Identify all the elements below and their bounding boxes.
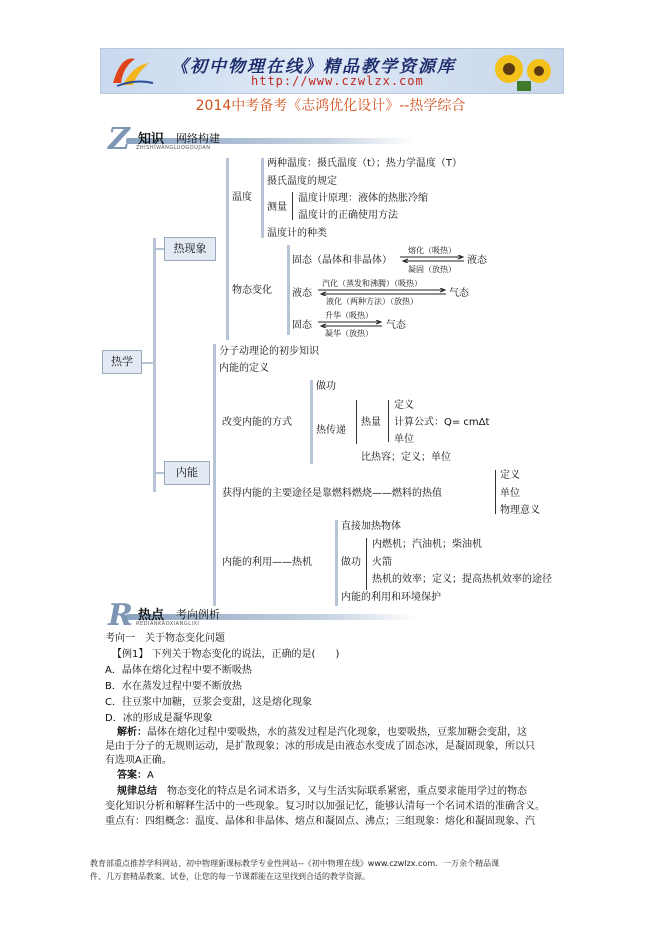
footer-line-1: 教育部重点推荐学科网站、初中物理新课标教学专业性网站--《初中物理在线》www.czwlzx.com．一万余个精品课 bbox=[90, 859, 500, 868]
map-def: 定义 bbox=[394, 400, 414, 411]
option-d: D．冰的形成是凝华现象 bbox=[105, 713, 213, 724]
section-letter: Z bbox=[108, 122, 130, 157]
section-bar bbox=[126, 614, 416, 620]
connector bbox=[310, 380, 313, 464]
footer bbox=[90, 857, 499, 883]
brace bbox=[388, 400, 389, 442]
map-sublimate: 升华（吸热） bbox=[325, 311, 373, 320]
summary-line-3: 重点有：四组概念：温度、晶体和非晶体、熔点和凝固点、沸点；三组现象：熔化和凝固现象、汽 bbox=[105, 816, 535, 827]
section-subtitle: 考向例析 bbox=[176, 608, 220, 621]
logo-icon bbox=[109, 53, 157, 89]
map-fv-def: 定义 bbox=[500, 470, 520, 481]
map-celsius-rule: 摄氏温度的规定 bbox=[267, 176, 337, 187]
map-env: 内能的利用和环境保护 bbox=[341, 592, 441, 603]
summary-line-1 bbox=[117, 785, 527, 799]
map-measure: 测量 bbox=[267, 202, 287, 213]
map-fv-meaning: 物理意义 bbox=[500, 505, 540, 516]
map-fv-unit: 单位 bbox=[500, 488, 520, 499]
map-gas2: 气态 bbox=[386, 320, 406, 331]
connector bbox=[287, 245, 290, 335]
answer-line bbox=[117, 769, 154, 783]
connector bbox=[226, 158, 229, 340]
example-question: 【例1】 下列关于物态变化的说法，正确的是( ) bbox=[112, 649, 340, 660]
banner-title: 《初中物理在线》精品教学资源库 bbox=[171, 57, 456, 77]
analysis-line-1 bbox=[117, 726, 527, 740]
direction-title: 考向一 关于物态变化问题 bbox=[105, 633, 225, 644]
map-root: 热学 bbox=[102, 350, 142, 374]
map-temp: 温度 bbox=[232, 192, 252, 203]
option-c: C．往豆浆中加糖，豆浆会变甜，这是熔化现象 bbox=[105, 697, 312, 708]
summary-text-1: 物态变化的特点是名词术语多，又与生活实际联系紧密，重点要求能用学过的物态 bbox=[167, 786, 527, 797]
map-solid2: 固态 bbox=[292, 320, 312, 331]
answer-label: 答案： bbox=[117, 770, 147, 781]
section-letter: R bbox=[108, 598, 133, 633]
map-spec-heat: 比热容；定义；单位 bbox=[361, 452, 451, 463]
map-direct-heat: 直接加热物体 bbox=[341, 521, 401, 532]
site-banner bbox=[100, 48, 564, 94]
map-thermo-use: 温度计的正确使用方法 bbox=[298, 210, 398, 221]
section-bar bbox=[126, 138, 416, 144]
brace bbox=[292, 192, 293, 220]
brace bbox=[366, 538, 367, 590]
map-efficiency: 热机的效率；定义；提高热机效率的途径 bbox=[372, 574, 552, 585]
section-title: 热点 bbox=[138, 608, 165, 623]
analysis-label: 解析： bbox=[117, 727, 147, 738]
map-liquefy: 液化（两种方法）（放热） bbox=[326, 297, 418, 306]
map-do-work: 做功 bbox=[341, 557, 361, 568]
connector bbox=[213, 344, 216, 606]
map-gas1: 气态 bbox=[449, 288, 469, 299]
map-change-ie: 改变内能的方式 bbox=[222, 417, 292, 428]
section-title: 知识 bbox=[138, 132, 165, 147]
arrow-icon bbox=[400, 255, 466, 263]
map-thermo-kinds: 温度计的种类 bbox=[267, 228, 327, 239]
analysis-line-3: 有选项A正确。 bbox=[105, 755, 172, 766]
section-header-knowledge bbox=[108, 122, 428, 157]
map-unit: 单位 bbox=[394, 434, 414, 445]
map-use-ie: 内能的利用——热机 bbox=[222, 557, 312, 568]
section-pinyin: ZHISHIWANGLUOGOUJIAN bbox=[136, 145, 211, 151]
map-node-phenomenon: 热现象 bbox=[164, 237, 216, 261]
arrow-icon bbox=[318, 288, 448, 296]
map-solid1: 固态（晶体和非晶体） bbox=[292, 255, 392, 266]
option-b: B．水在蒸发过程中要不断放热 bbox=[105, 681, 242, 692]
connector bbox=[153, 238, 156, 492]
map-desublimate: 凝华（放热） bbox=[325, 329, 373, 338]
map-node-internal-energy: 内能 bbox=[164, 461, 210, 485]
answer-value: A bbox=[147, 770, 154, 781]
summary-line-2: 变化知识分析和解释生活中的一些现象。复习时以加强记忆，能够认清每一个名词术语的准确含义。 bbox=[105, 801, 545, 812]
connector bbox=[154, 248, 164, 250]
map-liquid-state: 液态 bbox=[467, 255, 487, 266]
brace bbox=[495, 470, 496, 514]
footer-line-2: 件、几万套精品教案、试卷，让您的每一节课都能在这里找到合适的教学资源。 bbox=[90, 872, 370, 881]
map-work: 做功 bbox=[316, 381, 336, 392]
map-heat-transfer: 热传递 bbox=[316, 425, 346, 436]
connector bbox=[154, 472, 164, 474]
map-heat-qty: 热量 bbox=[361, 417, 381, 428]
arrow-icon bbox=[318, 320, 384, 328]
summary-label: 规律总结 bbox=[117, 786, 157, 797]
map-liquid: 液态 bbox=[292, 288, 312, 299]
section-header-hotspot bbox=[108, 598, 428, 633]
map-freeze: 凝固（放热） bbox=[408, 265, 456, 274]
map-ice: 内燃机；汽油机；柴油机 bbox=[372, 539, 482, 550]
connector bbox=[335, 520, 338, 606]
banner-url[interactable]: http://www.czwlzx.com bbox=[251, 74, 424, 88]
map-vaporize: 汽化（蒸发和沸腾）（吸热） bbox=[322, 279, 422, 288]
sunflower-image bbox=[487, 51, 557, 91]
brace bbox=[356, 400, 357, 444]
page-heading: 2014中考备考《志鸿优化设计》--热学综合 bbox=[195, 98, 466, 114]
map-ie-def: 内能的定义 bbox=[219, 363, 269, 374]
map-thermo-principle: 温度计原理：液体的热胀冷缩 bbox=[298, 193, 428, 204]
map-main-way: 获得内能的主要途径是靠燃料燃烧——燃料的热值 bbox=[222, 488, 442, 499]
map-two-temps: 两种温度：摄氏温度（t）；热力学温度（T） bbox=[267, 158, 463, 169]
map-state-change: 物态变化 bbox=[232, 285, 272, 296]
map-melt: 熔化（吸热） bbox=[408, 246, 456, 255]
analysis-line-2: 是由于分子的无规则运动，是扩散现象；冰的形成是由液态水变成了固态冰，是凝固现象，所以只 bbox=[105, 741, 535, 752]
connector bbox=[140, 362, 154, 364]
section-subtitle: 网络构建 bbox=[176, 132, 220, 145]
map-formula: 计算公式：Q= cmΔt bbox=[394, 417, 490, 428]
map-rocket: 火箭 bbox=[372, 557, 392, 568]
section-pinyin: REDIANKAOXIANGLIXI bbox=[136, 621, 200, 627]
map-molecular: 分子动理论的初步知识 bbox=[219, 346, 319, 357]
analysis-text-1: 晶体在熔化过程中要吸热，水的蒸发过程是汽化现象，也要吸热，豆浆加糖会变甜，这 bbox=[147, 727, 527, 738]
option-a: A．晶体在熔化过程中要不断吸热 bbox=[105, 665, 252, 676]
connector bbox=[261, 158, 264, 238]
